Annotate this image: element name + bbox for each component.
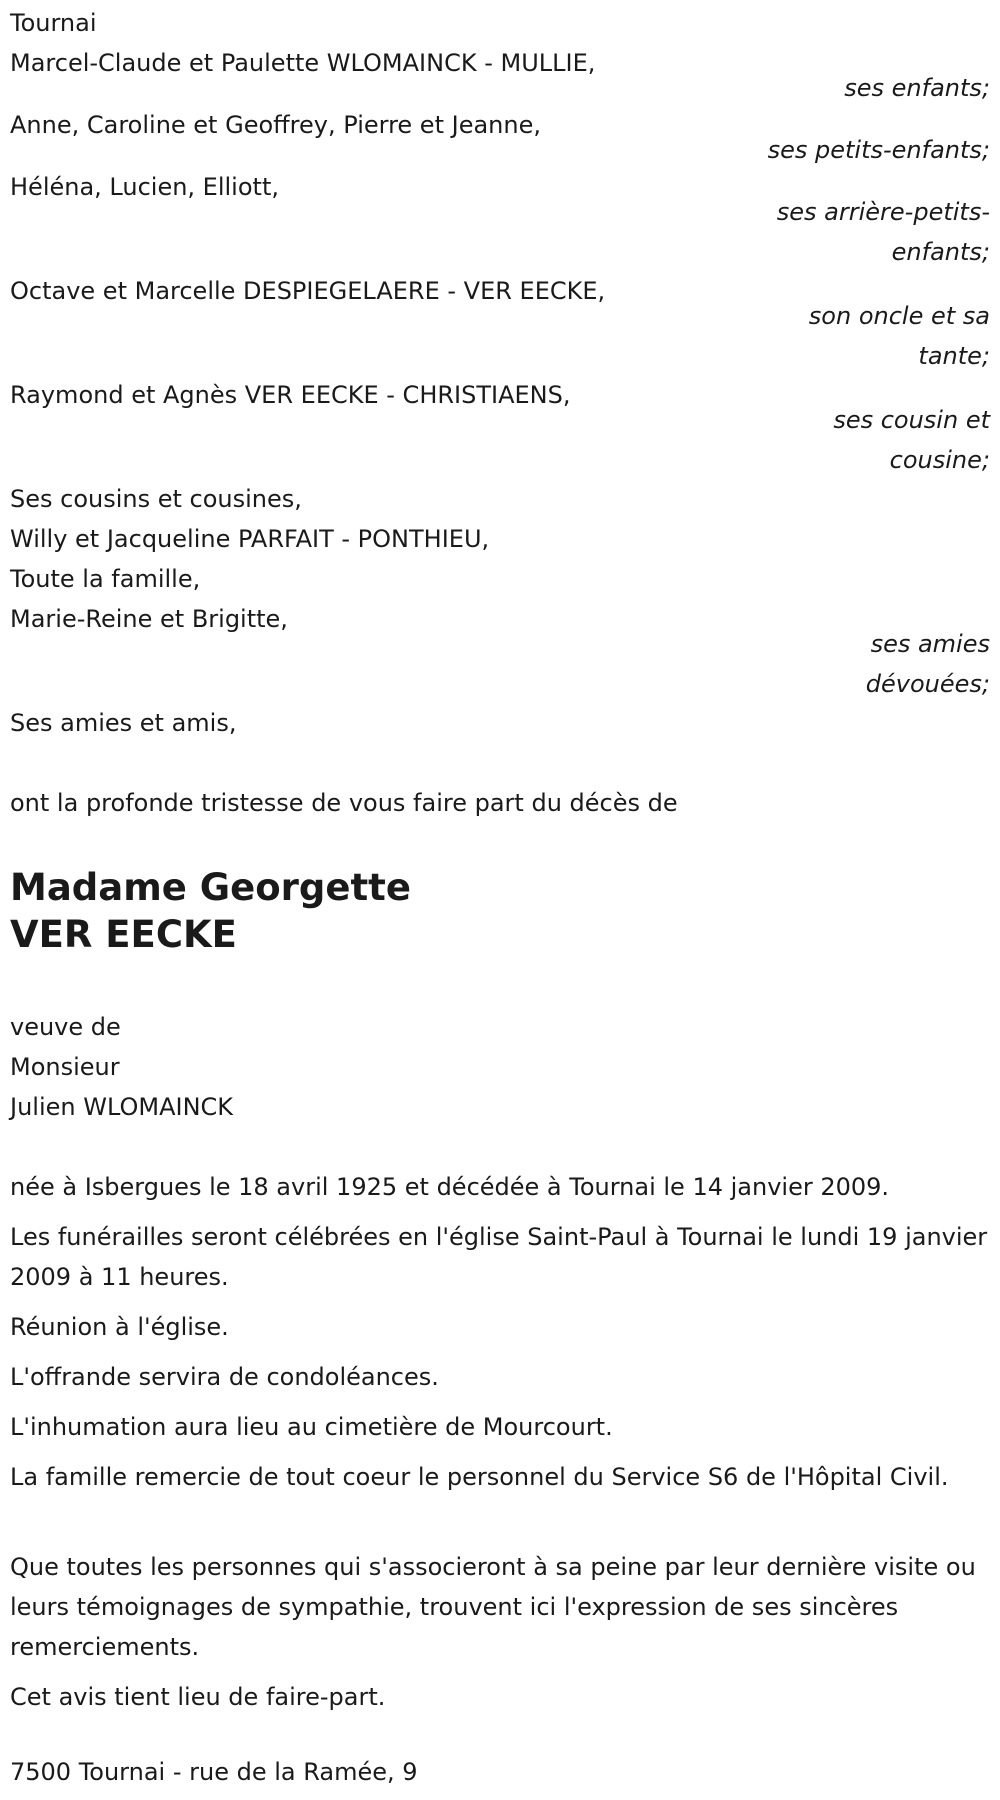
others-cousins: Ses cousins et cousines, — [10, 485, 302, 513]
announcement-text: ont la profonde tristesse de vous faire part du décès de — [10, 789, 678, 817]
relation-grandchildren: ses petits-enfants; — [767, 136, 990, 164]
birth-death-text: née à Isbergues le 18 avril 1925 et décédée à Tournai le 14 janvier 2009. — [10, 1173, 890, 1201]
relation-children: ses enfants; — [844, 74, 990, 102]
deceased-name-line1: Madame Georgette — [10, 866, 411, 909]
family-names-children: Marcel-Claude et Paulette WLOMAINCK - MULLIE, — [10, 49, 596, 77]
family-names-grandchildren: Anne, Caroline et Geoffrey, Pierre et Jeanne, — [10, 111, 541, 139]
burial-details: L'inhumation aura lieu au cimetière de Mourcourt. — [10, 1413, 613, 1441]
others-parfait: Willy et Jacqueline PARFAIT - PONTHIEU, — [10, 525, 490, 553]
family-names-cousins: Raymond et Agnès VER EECKE - CHRISTIAENS, — [10, 381, 571, 409]
notice-statement: Cet avis tient lieu de faire-part. — [10, 1683, 386, 1711]
thanks-hospital: La famille remercie de tout coeur le personnel du Service S6 de l'Hôpital Civil. — [10, 1463, 949, 1491]
widow-title-line: Monsieur — [10, 1053, 120, 1081]
deceased-name-line2: VER EECKE — [10, 913, 237, 956]
place-name: Tournai — [10, 9, 97, 37]
relation-great-grandchildren: ses arrière-petits-enfants; — [776, 198, 990, 266]
others-family: Toute la famille, — [10, 565, 201, 593]
family-names-uncle-aunt: Octave et Marcelle DESPIEGELAERE - VER EECKE, — [10, 277, 606, 305]
offering-details: L'offrande servira de condoléances. — [10, 1363, 439, 1391]
thanks-sympathy: Que toutes les personnes qui s'associeront à sa peine par leur dernière visite ou leurs témoignages de sympathie, trouvent ici l'expression de ses sincères remerciements. — [10, 1553, 976, 1661]
relation-uncle-aunt: son oncle et sa tante; — [808, 302, 990, 370]
others-friends-names: Marie-Reine et Brigitte, — [10, 605, 288, 633]
family-names-great-grandchildren: Héléna, Lucien, Elliott, — [10, 173, 279, 201]
friends-line: Ses amies et amis, — [10, 709, 237, 737]
meeting-details: Réunion à l'église. — [10, 1313, 229, 1341]
address-text: 7500 Tournai - rue de la Ramée, 9 — [10, 1758, 418, 1786]
widow-of-line: veuve de — [10, 1013, 121, 1041]
funeral-details: Les funérailles seront célébrées en l'église Saint-Paul à Tournai le lundi 19 janvier 2009 à 11 heures. — [10, 1223, 988, 1291]
relation-cousins: ses cousin et cousine; — [833, 406, 990, 474]
relation-devoted-friends: ses amies dévouées; — [865, 630, 990, 698]
widow-husband-name: Julien WLOMAINCK — [10, 1093, 234, 1121]
